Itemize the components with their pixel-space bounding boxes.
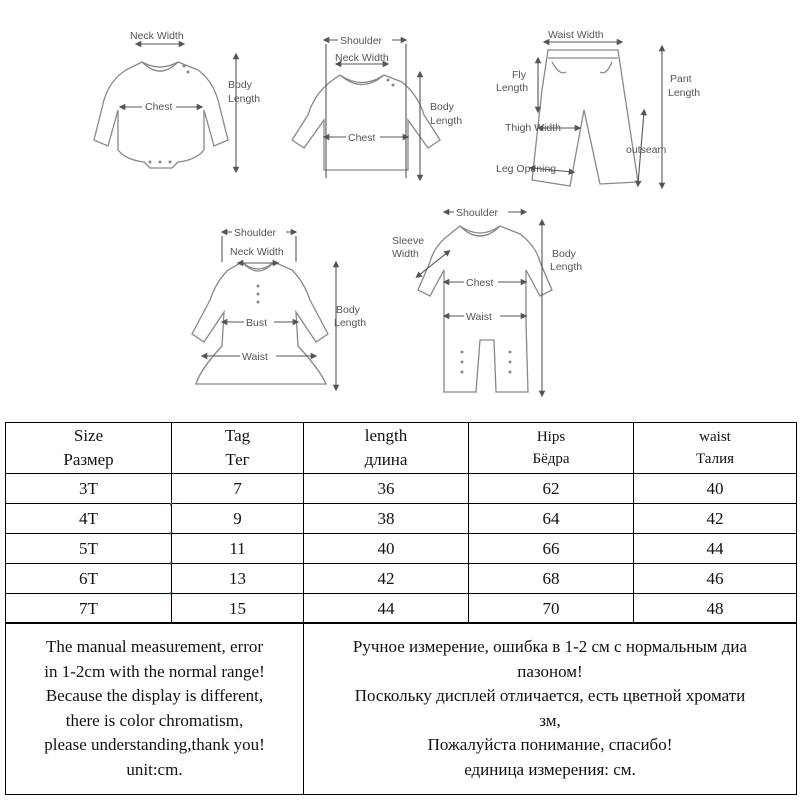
romper-shoulder-label: Shoulder — [456, 207, 499, 219]
dress-shoulder-label: Shoulder — [234, 227, 277, 239]
cell-length: 44 — [304, 594, 469, 624]
cell-tag: 9 — [172, 504, 304, 534]
dress-diagram — [192, 225, 366, 388]
pants-waist-width-label: Waist Width — [548, 29, 604, 41]
shirt-body-length-label-1: Body — [430, 101, 454, 113]
cell-size: 5T — [6, 534, 172, 564]
dress-body-length-label-2: Length — [334, 317, 367, 329]
header-tag-ru: Тег — [225, 450, 250, 469]
cell-hips: 70 — [469, 594, 634, 624]
pants-thigh-width-label: Thigh Width — [505, 122, 562, 134]
cell-tag: 11 — [172, 534, 304, 564]
cell-length: 38 — [304, 504, 469, 534]
cell-waist: 44 — [634, 534, 797, 564]
bodysuit-body-length-label-1: Body — [228, 79, 252, 91]
bodysuit-body-length-label-2: Length — [228, 93, 261, 105]
note-line: please understanding,thank you! — [44, 735, 265, 754]
bodysuit-button — [187, 71, 190, 74]
bodysuit-outline — [94, 62, 228, 168]
cell-size: 6T — [6, 564, 172, 594]
shirt-diagram — [292, 33, 462, 178]
note-line: there is color chromatism, — [65, 710, 244, 730]
header-length-ru: длина — [364, 450, 408, 469]
dress-bust-label: Bust — [246, 317, 268, 329]
pants-length-label-1: Pant — [670, 73, 692, 85]
cell-length: 40 — [304, 534, 469, 564]
header-waist — [634, 423, 797, 474]
cell-hips: 62 — [469, 474, 634, 504]
shirt-chest-label: Chest — [348, 132, 376, 144]
size-chart-table — [5, 422, 797, 624]
cell-length: 36 — [304, 474, 469, 504]
romper-sleeve-label-2: Width — [392, 248, 419, 260]
header-waist-en: waist — [699, 429, 731, 445]
header-hips — [469, 423, 634, 474]
dress-body-length-label-1: Body — [336, 304, 360, 316]
cell-tag: 7 — [172, 474, 304, 504]
table-row — [6, 534, 797, 564]
cell-size: 7T — [6, 594, 172, 624]
bodysuit-snap — [149, 161, 152, 164]
header-waist-ru: Талия — [696, 451, 734, 467]
header-size — [6, 423, 172, 474]
cell-size: 4T — [6, 504, 172, 534]
note-line: Because the display is different, — [45, 686, 264, 705]
pants-diagram — [496, 29, 700, 186]
cell-tag: 13 — [172, 564, 304, 594]
romper-chest-label: Chest — [466, 277, 494, 289]
note-line: Поскольку дисплей отличается, есть цветной хромати — [354, 686, 746, 705]
note-line: The manual measurement, error — [45, 637, 264, 656]
table-header-row — [6, 423, 797, 474]
table-row — [6, 474, 797, 504]
shirt-neck-width-label: Neck Width — [335, 52, 389, 64]
shirt-body-length-label-2: Length — [430, 115, 463, 127]
table-row — [6, 504, 797, 534]
note-line: in 1-2cm with the normal range! — [44, 661, 265, 681]
pants-fly-label-1: Fly — [512, 69, 526, 81]
bodysuit-snap — [169, 161, 172, 164]
note-russian — [304, 623, 797, 795]
dress-neck-width-label: Neck Width — [230, 246, 284, 258]
header-size-en: Size — [73, 426, 104, 445]
cell-corner-mark — [170, 532, 173, 535]
romper-collar — [460, 226, 500, 236]
cell-size: 3T — [6, 474, 172, 504]
pants-outseam-label: outseam — [626, 144, 667, 156]
shirt-shoulder-label: Shoulder — [340, 35, 383, 47]
romper-diagram — [392, 205, 582, 394]
pants-length-label-2: Length — [668, 87, 701, 99]
measurement-notes — [5, 622, 797, 795]
table-row — [6, 594, 797, 624]
header-length-en: length — [364, 426, 408, 445]
romper-sleeve-label-1: Sleeve — [392, 235, 425, 247]
header-hips-en: Hips — [536, 429, 566, 445]
cell-waist: 46 — [634, 564, 797, 594]
cell-corner-mark — [170, 503, 173, 506]
cell-waist: 40 — [634, 474, 797, 504]
bodysuit-snap — [159, 161, 162, 164]
bodysuit-diagram — [94, 30, 260, 170]
romper-waist-label: Waist — [466, 311, 492, 323]
header-length — [304, 423, 469, 474]
cell-hips: 66 — [469, 534, 634, 564]
cell-waist: 48 — [634, 594, 797, 624]
cell-corner-mark — [170, 592, 173, 595]
romper-body-length-label-1: Body — [552, 248, 576, 260]
note-line: зм, — [539, 710, 561, 730]
romper-body-length-label-2: Length — [550, 261, 583, 273]
note-line: unit:cm. — [126, 759, 183, 779]
cell-hips: 64 — [469, 504, 634, 534]
note-line: единица измерения: см. — [464, 759, 636, 779]
header-hips-ru: Бёдра — [532, 451, 570, 467]
cell-length: 42 — [304, 564, 469, 594]
note-english — [6, 623, 304, 795]
cell-corner-mark — [170, 562, 173, 565]
shirt-outline — [292, 75, 440, 170]
note-line: Ручное измерение, ошибка в 1-2 см с нормальным диа — [352, 637, 748, 656]
bodysuit-neck-width-label: Neck Width — [130, 30, 184, 42]
table-row — [6, 564, 797, 594]
note-line: пазоном! — [517, 661, 583, 681]
header-tag — [172, 423, 304, 474]
header-size-ru: Размер — [63, 450, 114, 469]
cell-waist: 42 — [634, 504, 797, 534]
pants-leg-opening-label: Leg Opening — [496, 163, 557, 175]
header-tag-en: Tag — [224, 426, 251, 445]
cell-tag: 15 — [172, 594, 304, 624]
note-line: Пожалуйста понимание, спасибо! — [427, 735, 673, 754]
pants-fly-label-2: Length — [496, 82, 529, 94]
bodysuit-button — [183, 65, 186, 68]
dress-waist-label: Waist — [242, 351, 268, 363]
cell-hips: 68 — [469, 564, 634, 594]
bodysuit-chest-label: Chest — [145, 101, 173, 113]
